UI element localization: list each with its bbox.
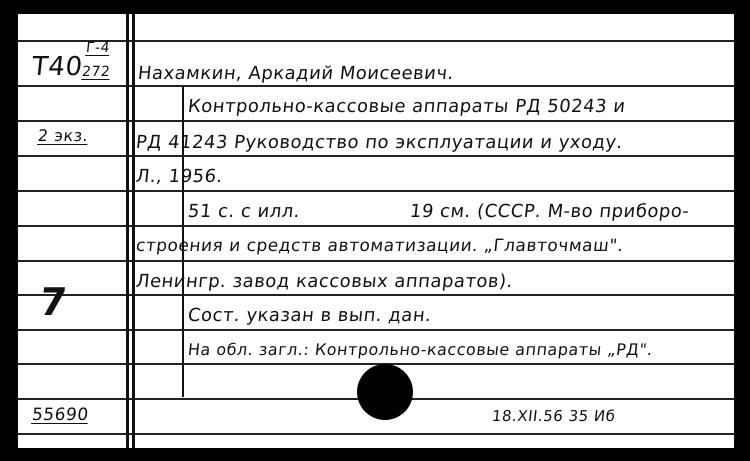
margin-line <box>132 14 135 448</box>
copies-count: 2 экз. <box>37 126 90 145</box>
symbol-mark: 7 <box>37 280 70 324</box>
title-line-2: РД 41243 Руководство по эксплуатации и уходу. <box>134 132 624 153</box>
author-heading: Нахамкин, Аркадий Моисеевич. <box>136 63 455 84</box>
dimensions-series: 19 см. (СССР. М-во приборо- <box>408 201 691 222</box>
imprint: Л., 1956. <box>134 166 224 187</box>
shelfmark-denominator: 272 <box>81 64 112 80</box>
cover-title-note: На обл. загл.: Контрольно-кассовые аппараты „РД". <box>187 340 654 359</box>
shelfmark-main: Т40 <box>30 52 85 82</box>
title-line-1: Контрольно-кассовые аппараты РД 50243 и <box>186 96 627 117</box>
pagination: 51 с. с илл. <box>186 201 302 222</box>
series-line-2: строения и средств автоматизации. „Главточмаш". <box>134 236 625 256</box>
inventory-number: 55690 <box>30 405 90 425</box>
shelfmark-numerator: Г-4 <box>85 40 111 56</box>
footer-note: 18.XII.56 35 Иб <box>491 407 617 425</box>
margin-line <box>126 14 129 448</box>
compiler-note: Сост. указан в вып. дан. <box>186 305 433 326</box>
punch-hole <box>357 364 413 420</box>
series-line-3: Ленингр. завод кассовых аппаратов). <box>134 271 514 292</box>
